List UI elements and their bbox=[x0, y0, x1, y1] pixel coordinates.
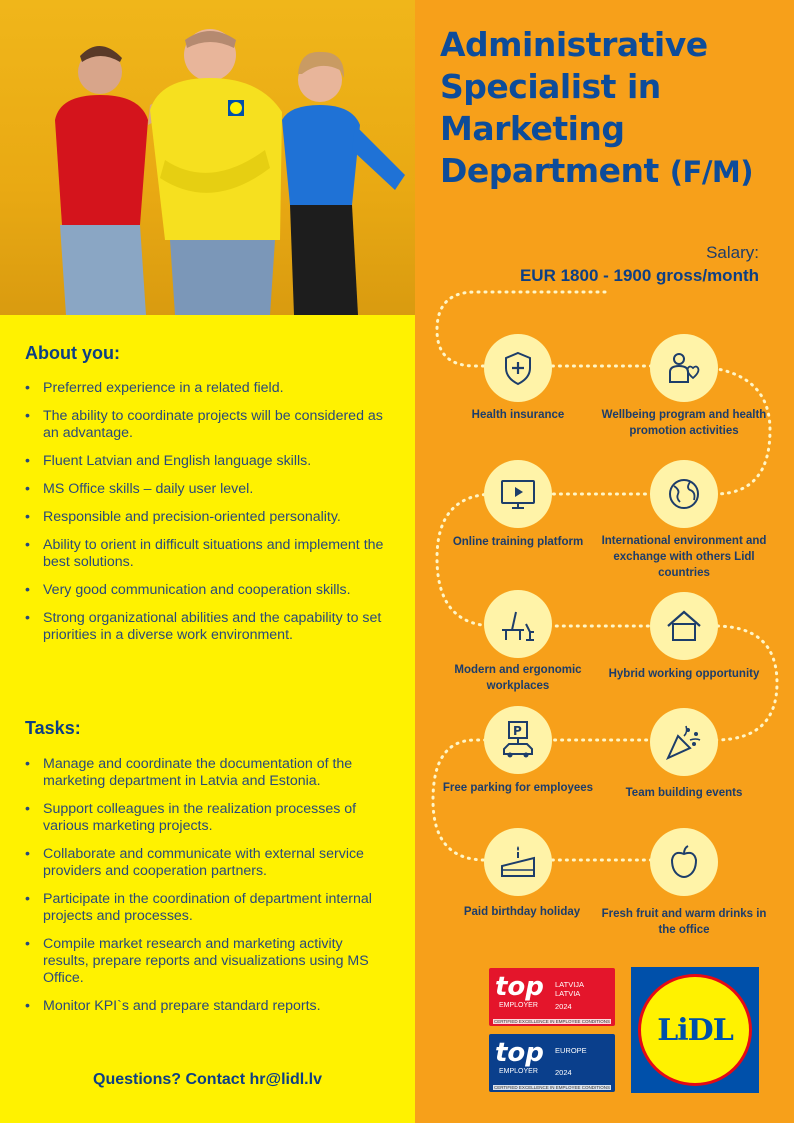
parking-car-icon bbox=[498, 720, 538, 760]
benefit-label: Paid birthday holiday bbox=[463, 906, 581, 918]
about-item: • Fluent Latvian and English language skills. bbox=[25, 453, 385, 470]
top-employer-europe-badge bbox=[489, 1034, 615, 1092]
task-item: • Manage and coordinate the documentation of the marketing department in Latvia and Estonia. bbox=[25, 756, 385, 790]
benefit-fruit bbox=[650, 828, 718, 896]
benefits-dotted-path bbox=[415, 0, 794, 960]
desk-chair-icon bbox=[498, 604, 538, 644]
task-item: • Compile market research and marketing activity results, prepare reports and visualizations using MS Office. bbox=[25, 936, 385, 987]
salary-label: Salary: bbox=[706, 243, 759, 262]
cake-icon bbox=[498, 842, 538, 882]
benefit-label: Free parking for employees bbox=[442, 782, 594, 794]
about-item: • Responsible and precision-oriented personality. bbox=[25, 509, 385, 526]
benefit-workplaces bbox=[484, 590, 552, 658]
benefit-parking bbox=[484, 706, 552, 774]
party-popper-icon bbox=[664, 722, 704, 762]
about-item: • Preferred experience in a related field. bbox=[25, 380, 385, 397]
badge-cert: CERTIFIED EXCELLENCE IN EMPLOYEE CONDITIONS bbox=[494, 1085, 610, 1090]
badge-year: 2024 bbox=[555, 1002, 572, 1011]
benefit-wellbeing bbox=[650, 334, 718, 402]
badge-year: 2024 bbox=[555, 1068, 572, 1077]
about-item: • The ability to coordinate projects will be considered as an advantage. bbox=[25, 408, 385, 442]
badge-employer: EMPLOYER bbox=[499, 1002, 538, 1009]
team-photo-illustration bbox=[0, 0, 415, 315]
svg-text:P: P bbox=[513, 724, 522, 738]
apple-icon bbox=[664, 842, 704, 882]
benefit-label: Hybrid working opportunity bbox=[608, 668, 760, 680]
task-item: • Support colleagues in the realization processes of various marketing projects. bbox=[25, 801, 385, 835]
benefit-team-building bbox=[650, 708, 718, 776]
salary-value: EUR 1800 - 1900 gross/month bbox=[519, 266, 759, 285]
tasks-list bbox=[25, 756, 385, 1026]
person-heart-icon bbox=[664, 348, 704, 388]
job-title-suffix: (F/M) bbox=[669, 155, 754, 189]
benefit-label: Wellbeing program and health promotion activities bbox=[601, 409, 767, 437]
badge-brand: top bbox=[495, 1038, 544, 1068]
badge-brand: top bbox=[495, 972, 544, 1002]
contact-line[interactable]: Questions? Contact hr@lidl.lv bbox=[93, 1071, 322, 1088]
benefit-label: Online training platform bbox=[452, 536, 584, 548]
job-title-main: Administrative Specialist in Marketing Department bbox=[440, 25, 708, 190]
lidl-logo bbox=[631, 967, 759, 1093]
lidl-logo-circle bbox=[638, 974, 752, 1086]
benefit-hybrid bbox=[650, 592, 718, 660]
tasks-title: Tasks: bbox=[25, 718, 81, 738]
task-item: • Monitor KPI`s and prepare standard reports. bbox=[25, 998, 385, 1015]
team-photo bbox=[0, 0, 415, 315]
about-item: • MS Office skills – daily user level. bbox=[25, 481, 385, 498]
benefit-online-training bbox=[484, 460, 552, 528]
benefit-label: Fresh fruit and warm drinks in the office bbox=[601, 908, 767, 936]
benefit-label: International environment and exchange with others Lidl countries bbox=[601, 535, 767, 579]
badge-cert: CERTIFIED EXCELLENCE IN EMPLOYEE CONDITIONS bbox=[494, 1019, 610, 1024]
badge-country: EUROPE bbox=[555, 1046, 587, 1055]
benefit-label: Team building events bbox=[625, 787, 743, 799]
globe-icon bbox=[664, 474, 704, 514]
about-list bbox=[25, 380, 385, 655]
benefit-health-insurance bbox=[484, 334, 552, 402]
shield-plus-icon bbox=[498, 348, 538, 388]
badge-employer: EMPLOYER bbox=[499, 1068, 538, 1075]
about-title: About you: bbox=[25, 343, 120, 363]
right-panel bbox=[415, 0, 794, 1123]
top-employer-latvia-badge bbox=[489, 968, 615, 1026]
task-item: • Collaborate and communicate with external service providers and cooperation partners. bbox=[25, 846, 385, 880]
house-icon bbox=[664, 606, 704, 646]
badge-country: LATVIJA LATVIA bbox=[555, 980, 585, 998]
task-item: • Participate in the coordination of department internal projects and processes. bbox=[25, 891, 385, 925]
about-item: • Very good communication and cooperation skills. bbox=[25, 582, 385, 599]
benefit-birthday bbox=[484, 828, 552, 896]
lidl-logo-text: LiDL bbox=[657, 1012, 733, 1048]
about-item: • Strong organizational abilities and the capability to set priorities in a diverse work environment. bbox=[25, 610, 385, 644]
benefit-label: Health insurance bbox=[471, 409, 565, 421]
about-item: • Ability to orient in difficult situations and implement the best solutions. bbox=[25, 537, 385, 571]
benefit-label: Modern and ergonomic workplaces bbox=[454, 664, 582, 692]
monitor-play-icon bbox=[498, 474, 538, 514]
benefit-international bbox=[650, 460, 718, 528]
